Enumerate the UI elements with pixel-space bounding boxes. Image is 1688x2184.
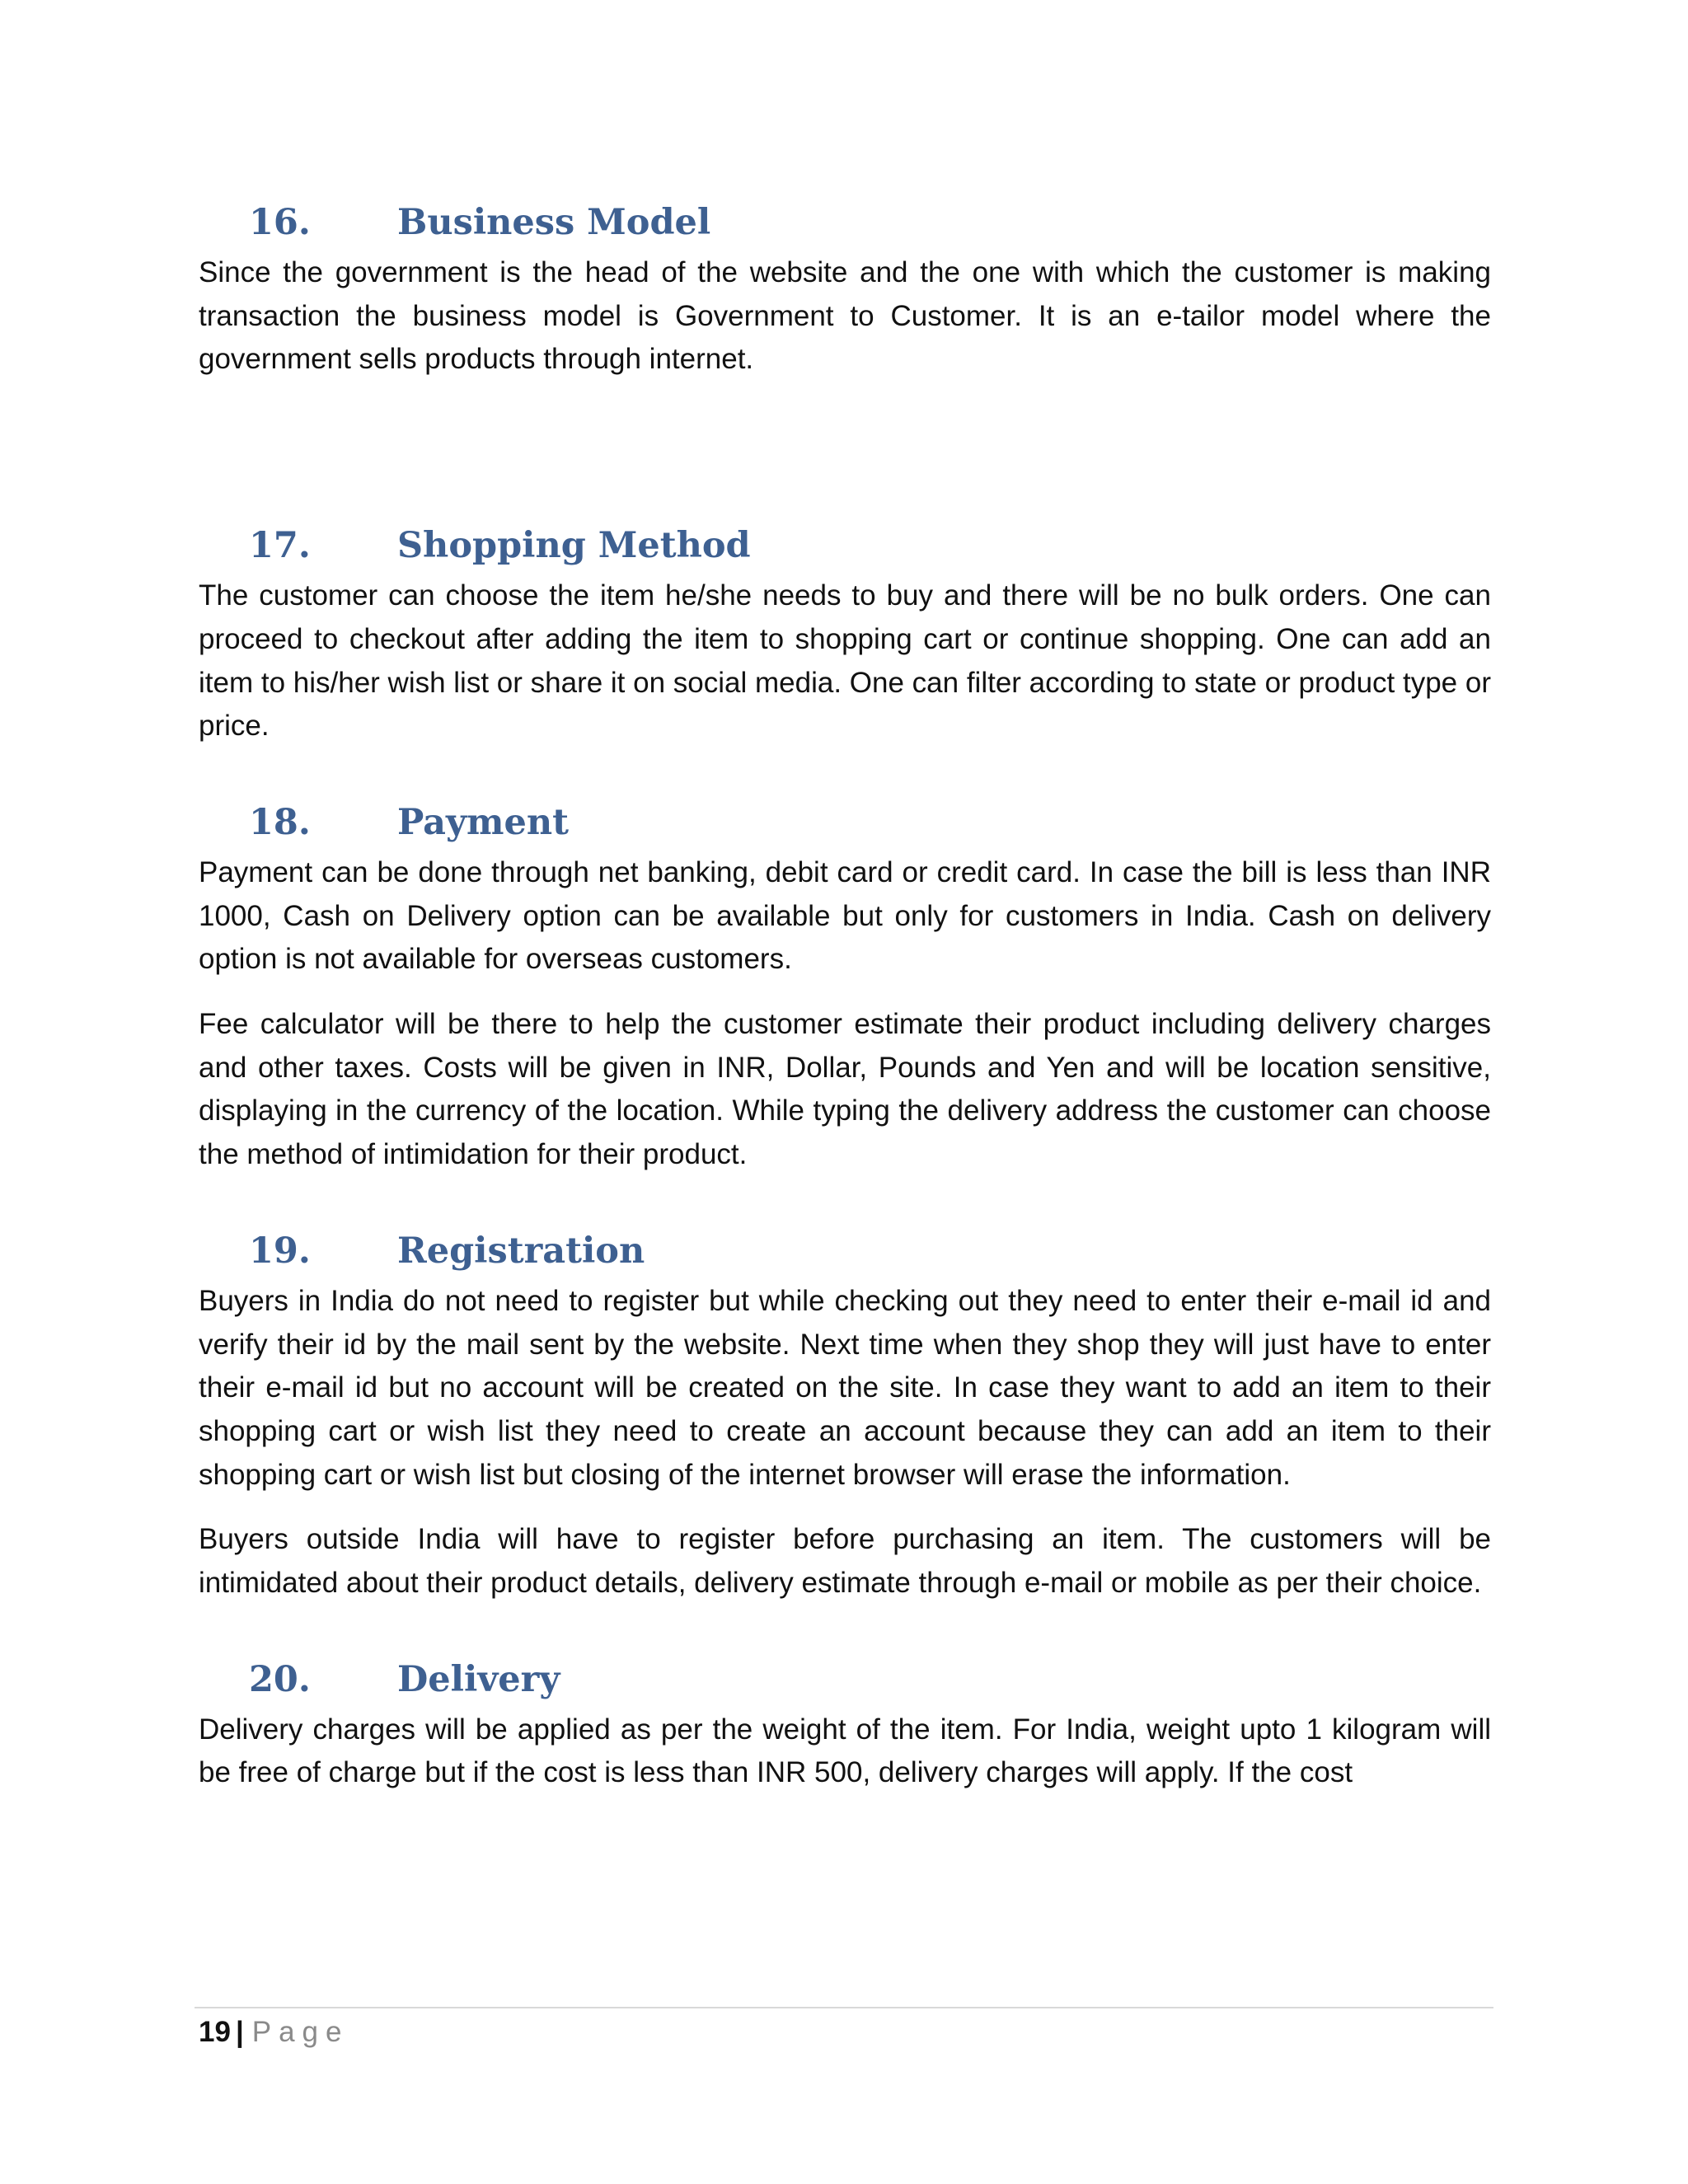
section-number: 19. xyxy=(249,1230,311,1272)
paragraph: Buyers outside India will have to register before purchasing an item. The customers will be intimidated about their product details, delivery estimate through e-mail or mobile as per their choice. xyxy=(199,1523,1491,1600)
footer-divider xyxy=(195,2007,1493,2008)
spacer xyxy=(199,1605,1491,1651)
footer-separator: | xyxy=(235,2016,244,2048)
section-title: Delivery xyxy=(397,1658,560,1700)
section-number: 16. xyxy=(249,202,311,243)
page-content xyxy=(199,194,1491,1795)
section-shopping-method xyxy=(199,517,1491,748)
section-delivery xyxy=(199,1651,1491,1795)
paragraph: Payment can be done through net banking, debit card or credit card. In case the bill is less than INR 1000, Cash on Delivery option can be available but only for customers in India. Cash on delivery option is not available for overseas customers. xyxy=(199,855,1491,976)
section-title: Registration xyxy=(397,1230,645,1272)
section-heading xyxy=(199,517,1491,574)
spacer xyxy=(199,1177,1491,1222)
page-footer xyxy=(199,2013,349,2052)
section-payment xyxy=(199,794,1491,1177)
paragraph: Fee calculator will be there to help the customer estimate their product including delivery charges and other taxes. Costs will be given in INR, Dollar, Pounds and Yen and will be location sensitive, displaying in the currency of the location. While typing the delivery address the customer can choose the method of intimidation for their product. xyxy=(199,1008,1491,1171)
spacer xyxy=(199,382,1491,517)
paragraph: Since the government is the head of the website and the one with which the customer is making transaction the business model is Government to Customer. It is an e-tailor model where the government sells products through internet. xyxy=(199,256,1491,376)
section-number: 17. xyxy=(249,525,311,567)
section-title: Business Model xyxy=(397,202,711,243)
section-title: Payment xyxy=(397,801,570,843)
section-heading xyxy=(199,1651,1491,1708)
section-title: Shopping Method xyxy=(397,525,751,567)
section-heading xyxy=(199,794,1491,851)
section-number: 18. xyxy=(249,801,311,843)
section-heading xyxy=(199,1222,1491,1280)
page-number: 19 xyxy=(199,2016,231,2048)
paragraph: Delivery charges will be applied as per the weight of the item. For India, weight upto 1 kilogram will be free of charge but if the cost is less than INR 500, delivery charges will apply. If the cost xyxy=(199,1713,1491,1789)
section-business-model xyxy=(199,194,1491,382)
paragraph: Buyers in India do not need to register but while checking out they need to enter their e-mail id and verify their id by the mail sent by the website. Next time when they shop they will just have to enter their e-mail id but no account will be created on the site. In case they want to add an item to their shopping cart or wish list they need to create an account because they can add an item to their shopping cart or wish list but closing of the internet browser will erase the information. xyxy=(199,1284,1491,1491)
section-number: 20. xyxy=(249,1658,311,1700)
spacer xyxy=(199,748,1491,794)
page-label: Page xyxy=(251,2016,349,2048)
paragraph: The customer can choose the item he/she needs to buy and there will be no bulk orders. One can proceed to checkout after adding the item to shopping cart or continue shopping. One can add an item to his/her wish list or share it on social media. One can filter according to state or product type or price. xyxy=(199,579,1491,743)
section-registration xyxy=(199,1222,1491,1605)
section-heading xyxy=(199,194,1491,251)
